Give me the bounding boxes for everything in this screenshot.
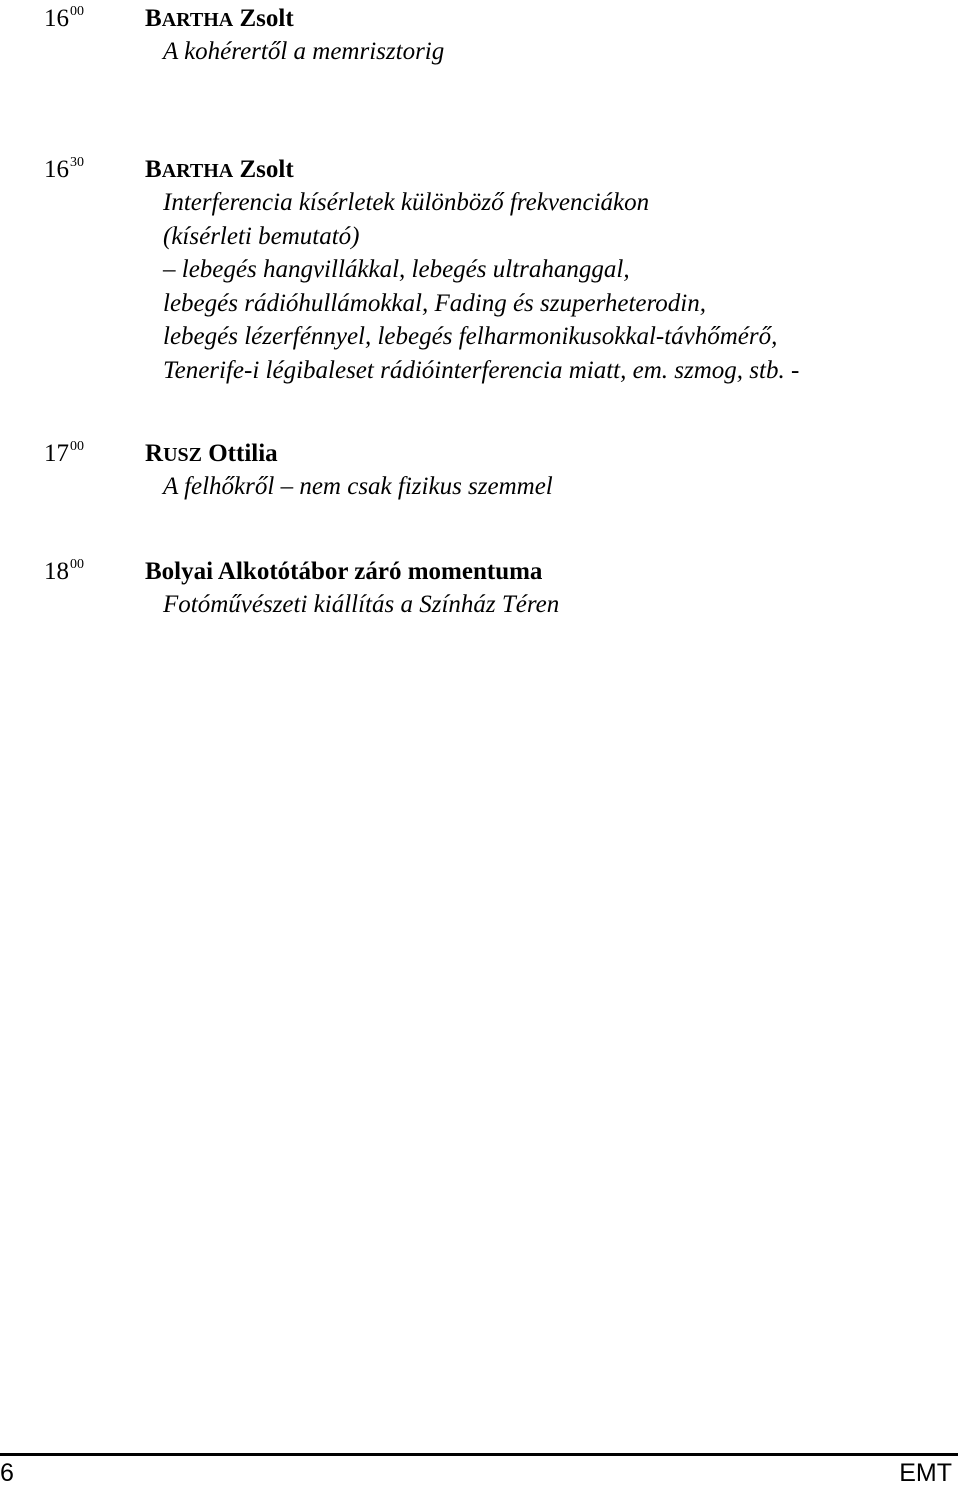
entry-speaker: RUSZ Ottilia (145, 440, 278, 467)
entry-description (163, 470, 553, 504)
entry-time: $17^{00}$ (44, 439, 84, 467)
entry-time: $16^{00}$ (44, 4, 84, 32)
entry-description (163, 186, 799, 387)
entry-line: lebegés rádióhullámokkal, Fading és szuperheterodin, (163, 289, 706, 317)
entry-line: A felhőkről – nem csak fizikus szemmel (163, 473, 553, 500)
entry-line: Interferencia kísérletek különböző frekvenciákon (163, 189, 650, 216)
footer-divider (0, 1453, 958, 1456)
entry-line: lebegés lézerfénnyel, lebegés felharmonikusokkal-távhőmérő, (163, 323, 778, 350)
entry-line: – lebegés hangvillákkal, lebegés ultrahanggal, (163, 256, 630, 283)
entry-speaker: BARTHA Zsolt (145, 5, 294, 32)
footer-org: EMT (899, 1459, 952, 1487)
entry-description (163, 588, 559, 622)
entry-line: Fotóművészeti kiállítás a Színház Téren (163, 591, 560, 618)
page-number: 6 (0, 1459, 14, 1487)
entry-time: $16^{30}$ (44, 155, 84, 183)
entry-speaker: Bolyai Alkotótábor záró momentuma (145, 558, 543, 585)
entry-line: (kísérleti bemutató) (163, 222, 360, 250)
entry-line: Tenerife-i légibaleset rádióinterferencia miatt, em. szmog, stb. - (163, 356, 800, 384)
entry-speaker: BARTHA Zsolt (145, 156, 294, 183)
entry-time: $18^{00}$ (44, 557, 84, 585)
entry-line: A kohérertől a memrisztorig (163, 38, 445, 65)
entry-description (163, 35, 444, 69)
